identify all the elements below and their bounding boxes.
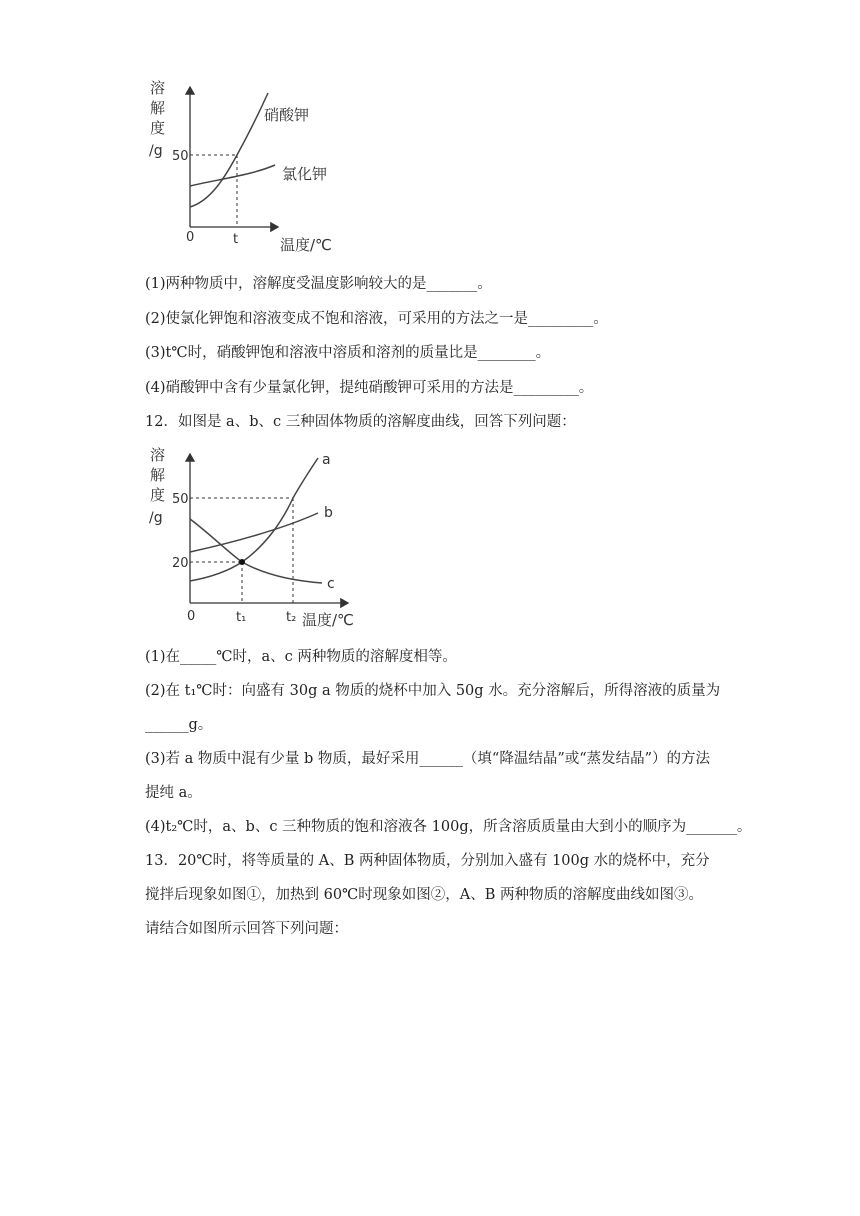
question-text: 13．20℃时，将等质量的 A、B 两种固体物质，分别加入盛有 100g 水的烧杯中，充分 [145,853,710,869]
question-text: 请结合如图所示回答下列问题： [145,921,348,937]
x-axis-label: 温度/℃ [280,236,332,254]
origin-label: 0 [187,609,196,624]
question-text: 提纯 a。 [145,785,202,801]
series-line-a [190,458,318,581]
intersection-point [239,559,245,565]
y-label-char: 解 [150,466,166,484]
question-text: (1)在_____℃时，a、c 两种物质的溶解度相等。 [145,649,457,665]
series-label: 氯化钾 [282,165,328,183]
solubility-chart-2 [140,442,370,632]
question-text: (3)t℃时，硝酸钾饱和溶液中溶质和溶剂的质量比是________。 [145,345,551,361]
y-label-char: 度 [150,486,166,504]
series-line-氯化钾 [190,165,275,186]
question-text: ______g。 [145,717,213,733]
x-axis-label: 温度/℃ [302,611,354,629]
question-text: (4)t₂℃时，a、b、c 三种物质的饱和溶液各 100g，所含溶质质量由大到小的顺序为_______。 [145,819,752,835]
y-label-char: 解 [150,99,166,117]
origin-label: 0 [186,230,195,245]
question-text: 搅拌后现象如图①，加热到 60℃时现象如图②，A、B 两种物质的溶解度曲线如图③。 [145,887,704,903]
y-tick-label: 20 [172,556,189,571]
y-tick-label: 50 [172,492,189,507]
series-line-硝酸钾 [190,93,268,207]
question-text: (4)硝酸钾中含有少量氯化钾，提纯硝酸钾可采用的方法是_________。 [145,380,594,396]
series-label: b [324,505,333,521]
x-tick-label: t₂ [286,610,297,625]
question-text: (1)两种物质中，溶解度受温度影响较大的是_______。 [145,276,492,292]
y-label-char: /g [149,143,163,159]
question-text: (3)若 a 物质中混有少量 b 物质，最好采用______（填“降温结晶”或“蒸发结晶”）的方法 [145,751,711,767]
y-tick-label: 50 [172,149,189,164]
series-label: a [322,452,331,468]
x-tick-label: t [233,232,239,247]
y-label-char: 度 [150,119,166,137]
series-line-b [190,513,318,552]
x-tick-label: t₁ [236,610,247,625]
question-text: (2)在 t₁℃时：向盛有 30g a 物质的烧杯中加入 50g 水。充分溶解后，所得溶液的质量为 [145,683,721,699]
question-text: (2)使氯化钾饱和溶液变成不饱和溶液，可采用的方法之一是_________。 [145,311,608,327]
question-stem: 12．如图是 a、b、c 三种固体物质的溶解度曲线，回答下列问题： [145,414,576,430]
solubility-chart-1 [140,75,360,260]
series-label: 硝酸钾 [264,106,310,124]
y-label-char: /g [149,510,163,526]
y-label-char: 溶 [150,79,166,97]
y-label-char: 溶 [150,446,166,464]
series-label: c [327,576,335,592]
